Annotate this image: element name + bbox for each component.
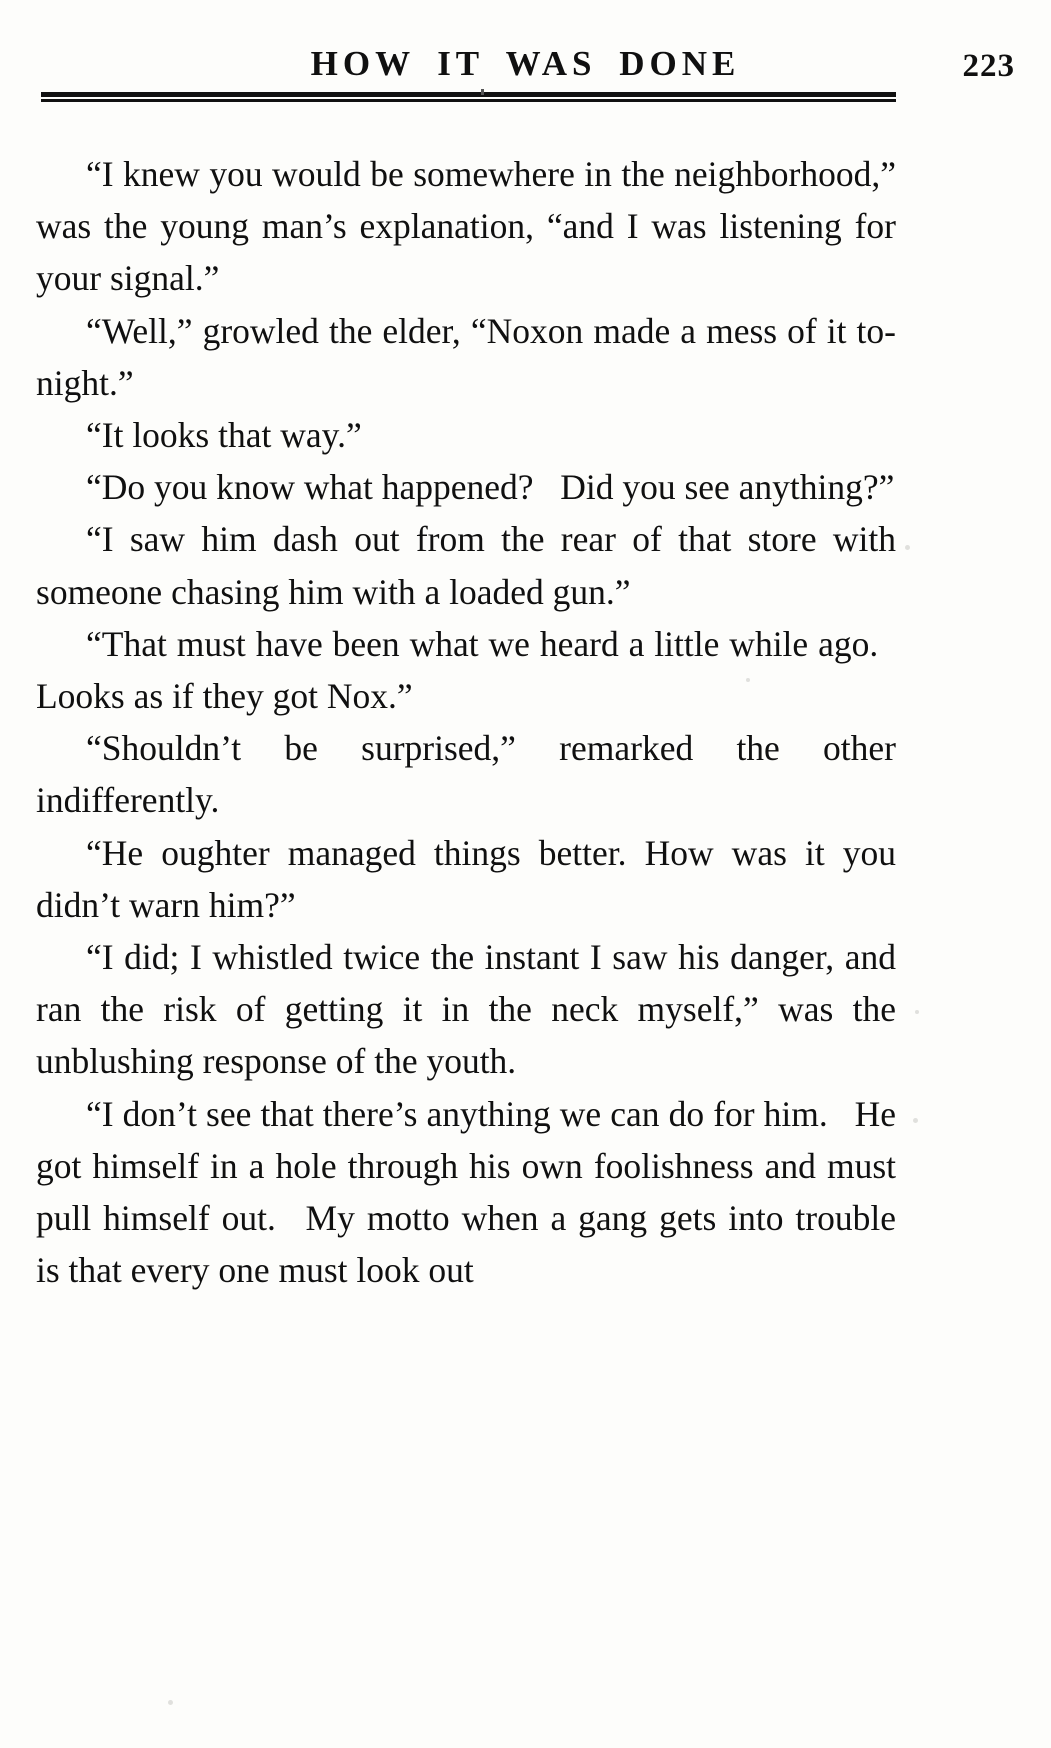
scan-speckle [905, 545, 910, 550]
header-rule [41, 92, 896, 104]
scan-speckle [746, 678, 750, 682]
paragraph: “Shouldn’t be surprised,” remarked the other indifferently. [36, 728, 896, 821]
paragraph: “I saw him dash out from the rear of that store with someone chasing him with a loaded gun.” [36, 519, 896, 612]
paragraph: “Do you know what happened? Did you see anything?” [86, 467, 895, 508]
scan-speckle [168, 1700, 173, 1705]
page-header [0, 22, 1051, 84]
paragraph: “That must have been what we heard a little while ago. Looks as if they got Nox.” [36, 623, 896, 717]
paragraph: “I don’t see that there’s anything we can do for him. He got himself in a hole through his own foolishness and must pull himself out. My motto when a gang gets into trouble is that every one must look out [36, 1093, 896, 1291]
header-rule-thick [41, 92, 896, 97]
page-body [36, 148, 896, 1296]
paragraph: “I did; I whistled twice the instant I saw his danger, and ran the risk of getting it in the neck myself,” was the unblushing response of the youth. [36, 937, 896, 1082]
paragraph: “Well,” growled the elder, “Noxon made a mess of it to-night.” [36, 310, 896, 403]
scan-speckle [915, 1010, 919, 1014]
paragraph: “I knew you would be somewhere in the neighborhood,” was the young man’s explanation, “and I was listening for your signal.” [36, 154, 896, 299]
page-number: 223 [962, 48, 1015, 84]
scan-speckle [913, 1118, 918, 1123]
header-rule-tick-mark [481, 89, 484, 95]
paragraph: “It looks that way.” [86, 415, 362, 456]
running-head: HOW IT WAS DONE [310, 44, 741, 83]
paragraph: “He oughter managed things better. How was it you didn’t warn him?” [36, 832, 896, 925]
header-rule-thin [41, 99, 896, 102]
